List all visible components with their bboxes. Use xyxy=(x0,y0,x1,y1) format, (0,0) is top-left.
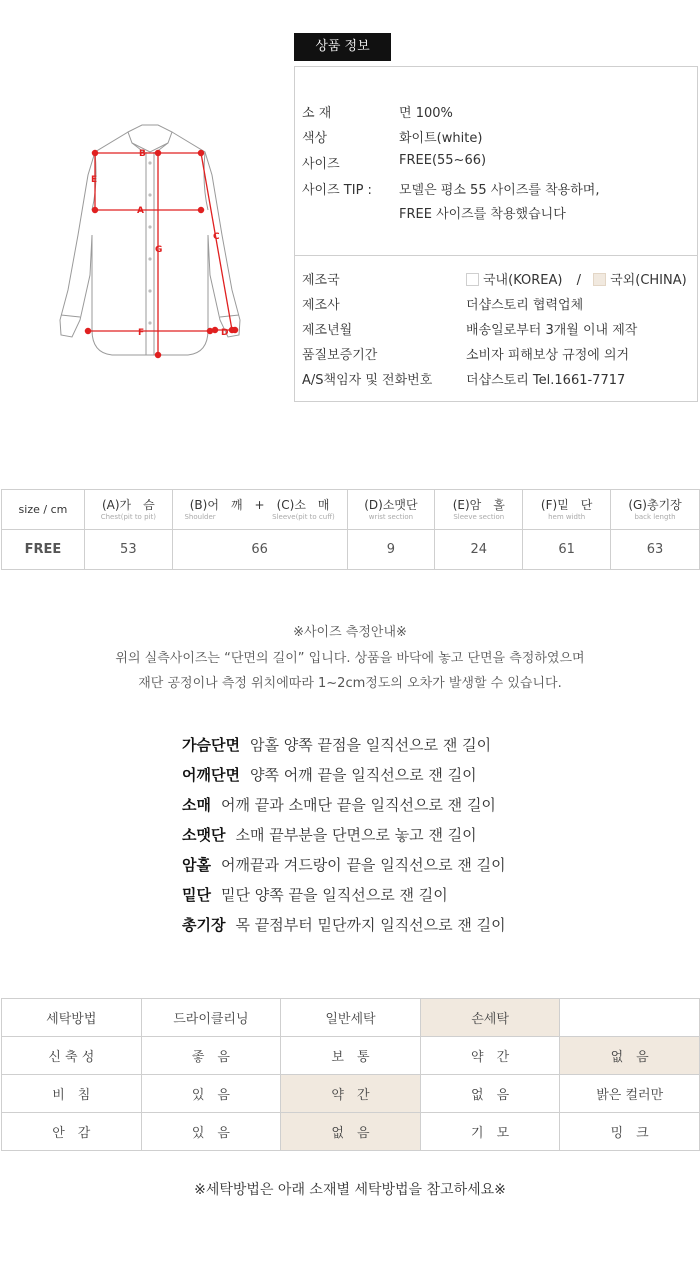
header-chest-label: (A)가 슴 xyxy=(101,497,155,512)
definition-term: 암홀 xyxy=(182,856,211,874)
wash-cell: 신 축 성 xyxy=(2,1037,142,1075)
header-sleeve-sub: Sleeve(pit to cuff) xyxy=(272,512,335,521)
wash-cell: 세탁방법 xyxy=(2,999,142,1037)
wash-table xyxy=(1,998,700,1151)
definition-length xyxy=(182,913,622,943)
maker-label: 제조사 xyxy=(302,298,340,313)
as-contact-label: A/S책임자 및 전화번호 xyxy=(302,373,433,388)
value-hem: 61 xyxy=(523,530,611,570)
size-tip-value-line2: FREE 사이즈를 착용했습니다 xyxy=(399,207,566,222)
wash-row-lining xyxy=(2,1113,700,1151)
size-table xyxy=(1,489,700,570)
origin-separator: / xyxy=(576,273,581,288)
wash-cell-selected: 손세탁 xyxy=(420,999,560,1037)
size-table-row xyxy=(2,530,700,570)
header-shoulder-sleeve xyxy=(172,490,347,530)
wash-cell: 보 통 xyxy=(281,1037,421,1075)
label-f: F xyxy=(138,328,145,338)
value-armhole: 24 xyxy=(435,530,523,570)
definition-desc: 목 끝점부터 밑단까지 일직선으로 잰 길이 xyxy=(235,916,506,934)
warranty-label: 품질보증기간 xyxy=(302,348,378,363)
definition-desc: 어깨끝과 겨드랑이 끝을 일직선으로 잰 길이 xyxy=(220,856,506,874)
value-chest: 53 xyxy=(84,530,172,570)
size-table-corner: size / cm xyxy=(2,490,85,530)
definition-armhole xyxy=(182,853,622,883)
guide-title: ※사이즈 측정안내※ xyxy=(293,625,407,640)
shirt-measurement-diagram xyxy=(50,115,250,365)
wash-row-method xyxy=(2,999,700,1037)
header-wrist xyxy=(347,490,435,530)
header-shoulder-sleeve-sub xyxy=(173,513,347,522)
measurement-definitions xyxy=(182,733,622,943)
definition-shoulder xyxy=(182,763,622,793)
definition-term: 밑단 xyxy=(182,886,211,904)
maker-value: 더샵스토리 협력업체 xyxy=(466,298,584,313)
wash-cell: 드라이클리닝 xyxy=(141,999,281,1037)
definition-wrist xyxy=(182,823,622,853)
wash-cell: 없 음 xyxy=(420,1075,560,1113)
header-hem xyxy=(523,490,611,530)
wash-cell: 좋 음 xyxy=(141,1037,281,1075)
header-wrist-sub: wrist section xyxy=(368,512,414,521)
material-label: 소 재 xyxy=(302,106,332,121)
size-tip-label: 사이즈 TIP : xyxy=(302,183,372,198)
wash-cell-selected: 없 음 xyxy=(560,1037,700,1075)
product-info-box xyxy=(294,66,698,256)
definition-desc: 양쪽 어깨 끝을 일직선으로 잰 길이 xyxy=(249,766,477,784)
label-a: A xyxy=(137,206,144,216)
label-e: E xyxy=(91,175,98,185)
value-wrist: 9 xyxy=(347,530,435,570)
made-date-label: 제조년월 xyxy=(302,323,353,338)
checkbox-korea xyxy=(466,273,479,286)
definition-term: 총기장 xyxy=(182,916,226,934)
wash-cell: 있 음 xyxy=(141,1113,281,1151)
header-wrist-label: (D)소맷단 xyxy=(364,497,418,512)
header-length-label: (G)총기장 xyxy=(628,497,682,512)
wash-row-sheer xyxy=(2,1075,700,1113)
header-shoulder-sleeve-label: (B)어 깨 + (C)소 매 xyxy=(189,497,330,512)
value-length: 63 xyxy=(611,530,700,570)
definition-term: 소매 xyxy=(182,796,211,814)
shirt-buttons xyxy=(148,161,151,324)
definition-term: 어깨단면 xyxy=(182,766,240,784)
checkbox-china xyxy=(593,273,606,286)
header-hem-sub: hem width xyxy=(548,512,586,521)
wash-row-stretch xyxy=(2,1037,700,1075)
wash-cell: 기 모 xyxy=(420,1113,560,1151)
label-d: D xyxy=(221,328,229,338)
header-armhole-sub: Sleeve section xyxy=(453,512,505,521)
wash-cell: 밝은 컬러만 xyxy=(560,1075,700,1113)
header-armhole-label: (E)암 홀 xyxy=(452,497,505,512)
size-value: FREE(55~66) xyxy=(399,153,487,168)
header-length xyxy=(611,490,700,530)
wash-cell-selected: 없 음 xyxy=(281,1113,421,1151)
header-chest xyxy=(84,490,172,530)
definition-chest xyxy=(182,733,622,763)
manufacturer-info-box xyxy=(294,256,698,402)
wash-cell: 약 간 xyxy=(420,1037,560,1075)
wash-note: ※세탁방법은 아래 소재별 세탁방법을 참고하세요※ xyxy=(194,1182,506,1198)
wash-cell: 일반세탁 xyxy=(281,999,421,1037)
origin-label: 제조국 xyxy=(302,273,340,288)
color-label: 색상 xyxy=(302,131,328,146)
material-value: 면 100% xyxy=(399,106,453,121)
size-row-label: FREE xyxy=(2,530,85,570)
wash-cell: 안 감 xyxy=(2,1113,142,1151)
definition-desc: 암홀 양쪽 끝점을 일직선으로 잰 길이 xyxy=(249,736,492,754)
header-length-sub: back length xyxy=(634,512,676,521)
size-label: 사이즈 xyxy=(302,157,340,172)
label-b: B xyxy=(139,149,146,159)
size-tip-value: 모델은 평소 55 사이즈를 착용하며, xyxy=(399,183,600,198)
wash-cell-selected: 약 간 xyxy=(281,1075,421,1113)
as-contact-value: 더샵스토리 Tel.1661-7717 xyxy=(466,373,626,388)
color-value: 화이트(white) xyxy=(399,131,483,146)
wash-cell: 있 음 xyxy=(141,1075,281,1113)
definition-desc: 밑단 양쪽 끝을 일직선으로 잰 길이 xyxy=(220,886,448,904)
wash-cell: 비 침 xyxy=(2,1075,142,1113)
origin-korea: 국내(KOREA) xyxy=(483,273,563,288)
header-chest-sub: Chest(pit to pit) xyxy=(100,512,156,521)
guide-line2: 재단 공정이나 측정 위치에따라 1~2cm정도의 오차가 발생할 수 있습니다. xyxy=(138,676,562,691)
definition-sleeve xyxy=(182,793,622,823)
wash-cell xyxy=(560,999,700,1037)
made-date-value: 배송일로부터 3개월 이내 제작 xyxy=(466,323,638,338)
header-armhole xyxy=(435,490,523,530)
header-hem-label: (F)밑 단 xyxy=(540,497,593,512)
definition-term: 가슴단면 xyxy=(182,736,240,754)
value-shoulder-sleeve: 66 xyxy=(172,530,347,570)
header-shoulder-sub: Shoulder xyxy=(184,512,216,521)
guide-line1: 위의 실측사이즈는 “단면의 길이” 입니다. 상품을 바닥에 놓고 단면을 측정하였으며 xyxy=(115,651,585,666)
definition-desc: 어깨 끝과 소매단 끝을 일직선으로 잰 길이 xyxy=(220,796,496,814)
product-info-title: 상품 정보 xyxy=(294,33,391,61)
size-table-header-row xyxy=(2,490,700,530)
label-g: G xyxy=(155,245,163,255)
wash-cell: 밍 크 xyxy=(560,1113,700,1151)
definition-hem xyxy=(182,883,622,913)
origin-options xyxy=(466,269,687,288)
definition-term: 소맷단 xyxy=(182,826,226,844)
origin-china: 국외(CHINA) xyxy=(610,273,687,288)
label-c: C xyxy=(213,232,220,242)
warranty-value: 소비자 피해보상 규정에 의거 xyxy=(466,348,630,363)
definition-desc: 소매 끝부분을 단면으로 놓고 잰 길이 xyxy=(235,826,477,844)
